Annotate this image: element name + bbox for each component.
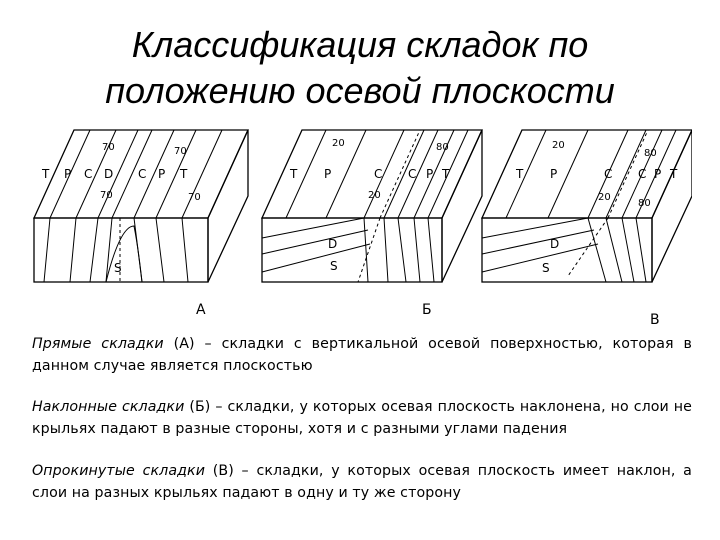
block-a-dip-1: 70: [102, 142, 115, 153]
block-c-label-4: С: [638, 167, 647, 181]
description-inclined-folds: [32, 396, 692, 440]
block-b-label-5: Р: [426, 167, 434, 181]
block-b-dip-2: 80: [436, 142, 449, 153]
block-b-label-2: Р: [324, 167, 332, 181]
term-straight-folds: Прямые складки: [32, 336, 164, 352]
block-a-label-6: Р: [158, 167, 166, 181]
block-b-d-label: D: [328, 237, 338, 251]
block-c-dip-1: 20: [552, 140, 565, 151]
term-inclined-folds: Наклонные складки: [32, 399, 185, 415]
block-a-dip-2: 70: [174, 146, 187, 157]
block-c-dip-4: 80: [638, 198, 651, 209]
block-a-s-label: S: [114, 261, 122, 275]
block-a-caption: А: [196, 302, 206, 318]
block-b-label-6: Т: [442, 167, 450, 181]
description-text-2: (Б) – складки, у которых осевая плоскость наклонена, но слои не крыльях падают в разные стороны, хотя и с разными углами падения: [32, 399, 692, 437]
block-a-strata: [44, 130, 222, 282]
block-a-dip-3: 70: [100, 190, 113, 201]
block-a-label-5: С: [138, 167, 147, 181]
block-a-dip-4: 70: [188, 192, 201, 203]
block-b-s-label: S: [330, 259, 338, 273]
block-b-dip-3: 20: [368, 190, 381, 201]
block-b-dip-1: 20: [332, 138, 345, 149]
block-c-label-3: С: [604, 167, 613, 181]
block-c-caption: В: [650, 312, 660, 326]
block-c-outline: [482, 130, 692, 282]
block-b-label-3: С: [374, 167, 383, 181]
block-a-label-2: Р: [64, 167, 72, 181]
description-overturned-folds: [32, 460, 692, 504]
block-b-caption: Б: [422, 302, 432, 318]
block-c-label-2: Р: [550, 167, 558, 181]
block-c-dip-3: 20: [598, 192, 611, 203]
block-c-s-label: S: [542, 261, 550, 275]
block-c-label-1: Т: [516, 167, 524, 181]
block-c-label-5: Р: [654, 167, 662, 181]
block-a-label-7: Т: [180, 167, 188, 181]
title-line-2: положению осевой плоскости: [105, 70, 615, 111]
title-line-1: Классификация складок по: [131, 24, 589, 65]
block-b-outline: [262, 130, 482, 282]
block-c-d-label: D: [550, 237, 560, 251]
slide-title: [0, 22, 720, 114]
block-a-label-4: D: [104, 167, 114, 181]
term-overturned-folds: Опрокинутые складки: [32, 463, 206, 479]
block-c-dip-2: 80: [644, 148, 657, 159]
block-a-outline: [34, 130, 248, 282]
description-text-1: (А) – складки с вертикальной осевой поверхностью, которая в данном случае является плоскостью: [32, 336, 693, 374]
description-text-3: (В) – складки, у которых осевая плоскость имеет наклон, а слои на разных крыльях падают в одну и ту же сторону: [32, 463, 692, 501]
block-b-label-1: Т: [290, 167, 298, 181]
block-a-label-1: Т: [42, 167, 50, 181]
block-b-label-4: С: [408, 167, 417, 181]
description-straight-folds: [32, 333, 692, 377]
block-a-label-3: С: [84, 167, 93, 181]
fold-diagrams: [28, 126, 692, 326]
block-c-label-6: Т: [670, 167, 678, 181]
